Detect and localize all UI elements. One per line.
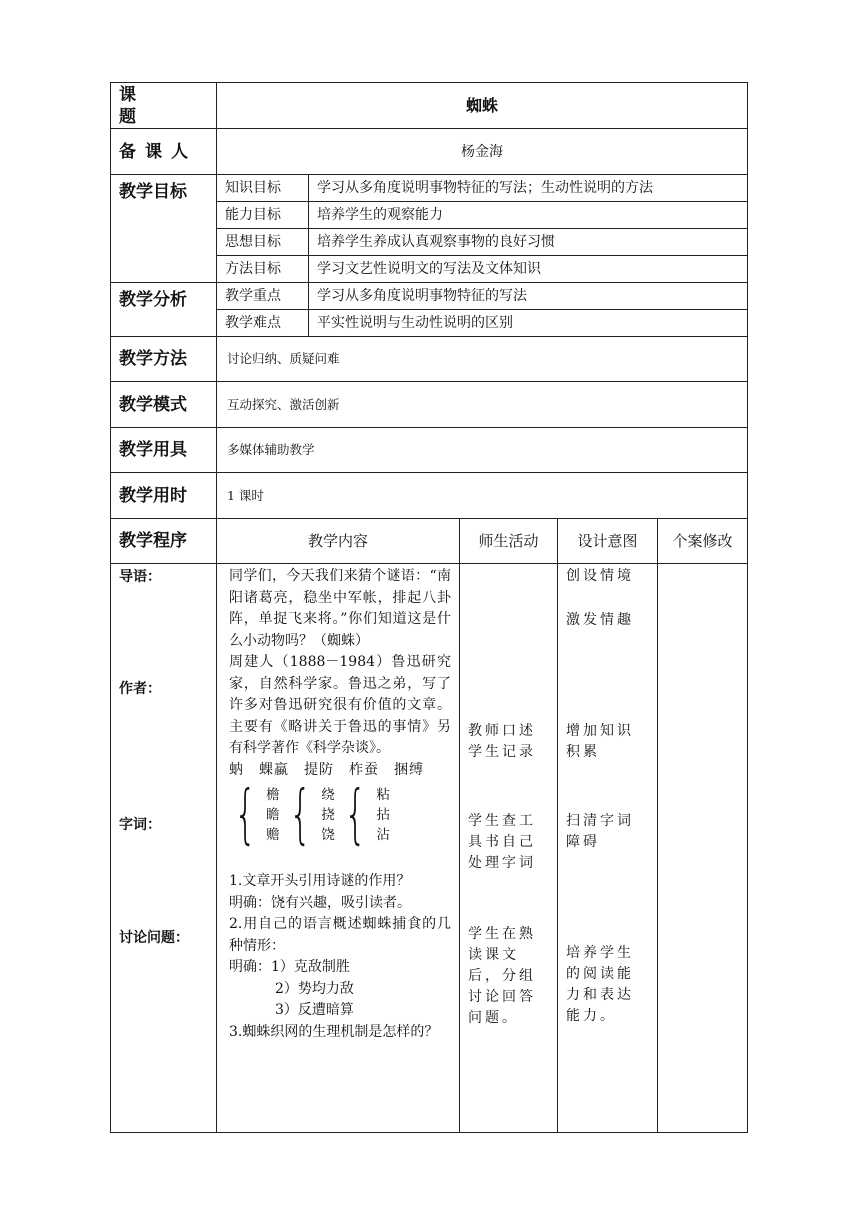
intent-4: 扫清字词障碍 bbox=[566, 813, 634, 850]
mode-value: 互动探究、激活创新 bbox=[217, 382, 748, 428]
analysis-value-key: 学习从多角度说明事物特征的写法 bbox=[309, 283, 748, 310]
section-author: 作者： bbox=[119, 681, 161, 697]
vocabulary-words: 蚋 蜾蠃 提防 柞蚕 捆缚 bbox=[229, 761, 424, 778]
question-line: 明确：1）克敌制胜 bbox=[229, 959, 350, 975]
char-group-3: 粘 拈 沾 bbox=[376, 787, 390, 843]
topic-row bbox=[111, 83, 748, 129]
program-label: 教学程序 bbox=[111, 519, 217, 564]
column-intent: 设计意图 bbox=[558, 519, 658, 564]
question-line: 3）反遭暗算 bbox=[275, 1002, 354, 1018]
intent-1: 创设情境 bbox=[566, 568, 634, 584]
topic-value: 蜘蛛 bbox=[217, 83, 748, 129]
preparer-row bbox=[111, 129, 748, 175]
char-group-2: 绕 挠 饶 bbox=[321, 787, 335, 843]
author-text: 周建人（1888－1984）鲁迅研究家，自然科学家。鲁迅之弟，写了许多对鲁迅研究很有价值的文章。主要有《略讲关于鲁迅的事情》另有科学著作《科学杂谈》。 bbox=[229, 654, 451, 756]
goals-list bbox=[217, 175, 747, 282]
activity-3: 学生在熟读课文后，分组讨论回答问题。 bbox=[468, 926, 536, 1026]
analysis-label-difficulty: 教学难点 bbox=[217, 310, 309, 337]
lesson-plan-document bbox=[110, 82, 747, 1133]
analysis-label-key: 教学重点 bbox=[217, 283, 309, 310]
method-row bbox=[111, 337, 748, 382]
goal-value-ability: 培养学生的观察能力 bbox=[309, 202, 748, 229]
tools-value: 多媒体辅助教学 bbox=[217, 428, 748, 473]
goal-label-knowledge: 知识目标 bbox=[217, 175, 309, 202]
activity-1: 教师口述学生记录 bbox=[468, 723, 536, 760]
section-words: 字词： bbox=[119, 817, 161, 833]
section-column bbox=[111, 564, 217, 1133]
goal-label-thought: 思想目标 bbox=[217, 229, 309, 256]
goals-row bbox=[111, 175, 748, 283]
time-label: 教学用时 bbox=[111, 473, 217, 519]
question-line: 2.用自己的语言概述蜘蛛捕食的几种情形： bbox=[229, 916, 451, 954]
goal-label-method: 方法目标 bbox=[217, 256, 309, 283]
analysis-row bbox=[111, 283, 748, 337]
time-row bbox=[111, 473, 748, 519]
char-group-1: 檐 瞻 赡 bbox=[266, 787, 280, 843]
column-activity: 师生活动 bbox=[460, 519, 558, 564]
question-line: 明确：饶有兴趣，吸引读者。 bbox=[229, 894, 411, 911]
character-groups: { 檐 瞻 赡 { 绕 挠 饶 { 粘 拈 沾 bbox=[234, 778, 390, 852]
analysis-value-difficulty: 平实性说明与生动性说明的区别 bbox=[317, 315, 513, 331]
topic-label: 课 题 bbox=[111, 83, 217, 129]
goal-value-thought: 培养学生养成认真观察事物的良好习惯 bbox=[309, 229, 748, 256]
tools-row bbox=[111, 428, 748, 473]
intent-column bbox=[558, 564, 658, 1133]
analysis-list bbox=[217, 283, 747, 336]
section-questions: 讨论问题： bbox=[119, 930, 189, 946]
program-header-row bbox=[111, 519, 748, 564]
mode-row bbox=[111, 382, 748, 428]
revision-column bbox=[658, 564, 748, 1133]
method-label: 教学方法 bbox=[111, 337, 217, 382]
intro-text: 同学们，今天我们来猜个谜语：“南阳诸葛亮，稳坐中军帐，排起八卦阵，单捉飞来将。”你们知道这是什么小动物吗？（蜘蛛） bbox=[229, 568, 451, 649]
goals-label: 教学目标 bbox=[111, 175, 217, 283]
intent-2: 激发情趣 bbox=[566, 612, 634, 628]
column-revision: 个案修改 bbox=[658, 519, 748, 564]
question-line: 2）势均力敌 bbox=[275, 980, 354, 997]
goal-value-method: 学习文艺性说明文的写法及文体知识 bbox=[317, 261, 541, 277]
activity-2: 学生查工具书自己处理字词 bbox=[468, 813, 536, 871]
analysis-label: 教学分析 bbox=[111, 283, 217, 337]
lesson-plan-table bbox=[110, 82, 748, 1133]
preparer-value: 杨金海 bbox=[217, 129, 748, 175]
intent-3: 增加知识积累 bbox=[566, 723, 634, 760]
mode-label: 教学模式 bbox=[111, 382, 217, 428]
intent-5: 培养学生的阅读能力和表达能力。 bbox=[566, 945, 634, 1024]
question-line: 3.蜘蛛织网的生理机制是怎样的？ bbox=[229, 1023, 439, 1040]
activity-column bbox=[460, 564, 558, 1133]
tools-label: 教学用具 bbox=[111, 428, 217, 473]
preparer-label: 备课人 bbox=[111, 129, 217, 175]
goal-label-ability: 能力目标 bbox=[217, 202, 309, 229]
question-line: 1.文章开头引用诗谜的作用？ bbox=[229, 873, 411, 889]
method-value: 讨论归纳、质疑问难 bbox=[217, 337, 748, 382]
content-column bbox=[217, 564, 460, 1133]
time-value: 1 课时 bbox=[217, 473, 748, 519]
goal-value-knowledge: 学习从多角度说明事物特征的写法；生动性说明的方法 bbox=[309, 175, 748, 202]
section-intro: 导语： bbox=[119, 569, 161, 585]
column-content: 教学内容 bbox=[217, 519, 460, 564]
program-body-row bbox=[111, 564, 748, 1133]
